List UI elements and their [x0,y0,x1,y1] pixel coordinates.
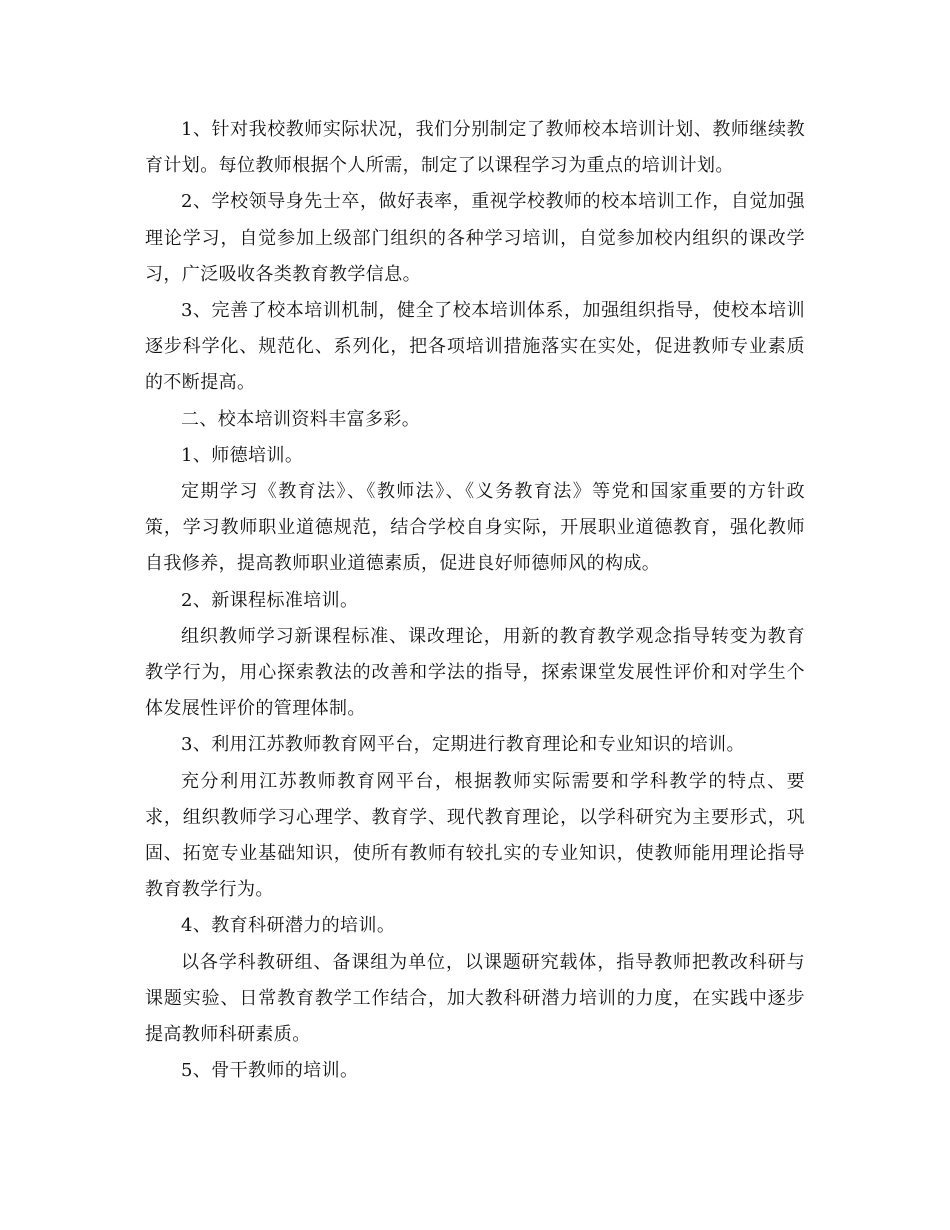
paragraph-online-platform-training: 充分利用江苏教师教育网平台，根据教师实际需要和学科教学的特点、要求，组织教师学习心理学、教育学、现代教育理论，以学科研究为主要形式，巩固、拓宽专业基础知识，使所有教师有较扎实的专业知识，使教师能用理论指导教育教学行为。 [145,770,805,901]
subheading-research-training: 4、教育科研潜力的培训。 [181,915,396,937]
subheading-curriculum-training: 2、新课程标准培训。 [181,589,359,611]
subheading-key-teacher-training: 5、骨干教师的培训。 [181,1060,359,1082]
subheading-ethics-training: 1、师德培训。 [181,444,304,466]
section-heading-2: 二、校本培训资料丰富多彩。 [181,408,421,430]
paragraph-measure-1: 1、针对我校教师实际状况，我们分别制定了教师校本培训计划、教师继续教育计划。每位教师根据个人所需，制定了以课程学习为重点的培训计划。 [145,119,805,177]
paragraph-measure-2: 2、学校领导身先士卒，做好表率，重视学校教师的校本培训工作，自觉加强理论学习，自觉参加上级部门组织的各种学习培训，自觉参加校内组织的课改学习，广泛吸收各类教育教学信息。 [145,191,805,285]
paragraph-curriculum-training: 组织教师学习新课程标准、课改理论，用新的教育教学观念指导转变为教育教学行为，用心探索教法的改善和学法的指导，探索课堂发展性评价和对学生个体发展性评价的管理体制。 [145,625,805,720]
subheading-online-platform-training: 3、利用江苏教师教育网平台，定期进行教育理论和专业知识的培训。 [181,734,745,756]
paragraph-ethics-training: 定期学习《教育法》、《教师法》、《义务教育法》等党和国家重要的方针政策，学习教师职业道德规范，结合学校自身实际，开展职业道德教育，强化教师自我修养，提高教师职业道德素质，促进良好师德师风的构成。 [145,481,805,575]
document-body [145,112,805,1089]
paragraph-research-training: 以各学科教研组、备课组为单位，以课题研究载体，指导教师把教改科研与课题实验、日常教育教学工作结合，加大教科研潜力培训的力度，在实践中逐步提高教师科研素质。 [145,951,805,1046]
paragraph-measure-3: 3、完善了校本培训机制，健全了校本培训体系，加强组织指导，使校本培训逐步科学化、规范化、系列化，把各项培训措施落实在实处，促进教师专业素质的不断提高。 [145,300,805,394]
